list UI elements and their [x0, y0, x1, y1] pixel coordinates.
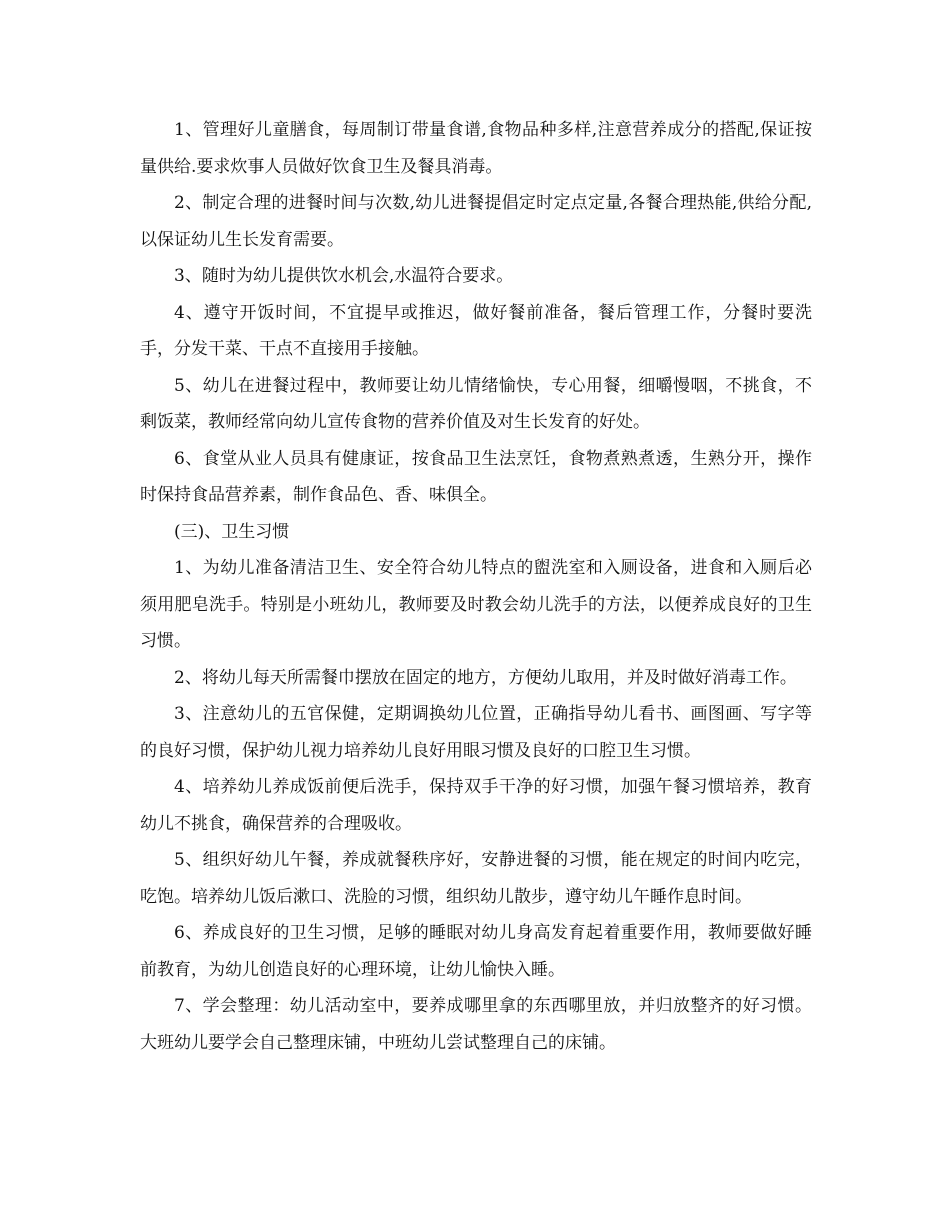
paragraph-hygiene-5: 5、组织好幼儿午餐，养成就餐秩序好，安静进餐的习惯，能在规定的时间内吃完，吃饱。培养幼儿饭后漱口、洗脸的习惯，组织幼儿散步，遵守幼儿午睡作息时间。: [140, 850, 812, 907]
paragraph-meals-1: 1、管理好儿童膳食，每周制订带量食谱,食物品种多样,注意营养成分的搭配,保证按量供给.要求炊事人员做好饮食卫生及餐具消毒。: [140, 120, 812, 177]
section-heading-hygiene: (三)、卫生习惯: [174, 521, 290, 542]
paragraph-hygiene-7: 7、学会整理：幼儿活动室中，要养成哪里拿的东西哪里放，并归放整齐的好习惯。大班幼儿要学会自己整理床铺，中班幼儿尝试整理自己的床铺。: [140, 996, 812, 1053]
paragraph-hygiene-1: 1、为幼儿准备清洁卫生、安全符合幼儿特点的盥洗室和入厕设备，进食和入厕后必须用肥皂洗手。特别是小班幼儿，教师要及时教会幼儿洗手的方法，以便养成良好的卫生习惯。: [140, 558, 812, 651]
paragraph-meals-5: 5、幼儿在进餐过程中，教师要让幼儿情绪愉快，专心用餐，细嚼慢咽，不挑食，不剩饭菜，教师经常向幼儿宣传食物的营养价值及对生长发育的好处。: [140, 375, 812, 432]
paragraph-meals-4: 4、遵守开饭时间，不宜提早或推迟，做好餐前准备，餐后管理工作，分餐时要洗手，分发干菜、干点不直接用手接触。: [140, 302, 812, 359]
paragraph-hygiene-3: 3、注意幼儿的五官保健，定期调换幼儿位置，正确指导幼儿看书、画图画、写字等的良好习惯，保护幼儿视力培养幼儿良好用眼习惯及良好的口腔卫生习惯。: [140, 704, 812, 761]
paragraph-hygiene-2: 2、将幼儿每天所需餐巾摆放在固定的地方，方便幼儿取用，并及时做好消毒工作。: [174, 667, 797, 688]
paragraph-hygiene-4: 4、培养幼儿养成饭前便后洗手，保持双手干净的好习惯，加强午餐习惯培养，教育幼儿不挑食，确保营养的合理吸收。: [140, 777, 812, 834]
paragraph-meals-6: 6、食堂从业人员具有健康证，按食品卫生法烹饪，食物煮熟煮透，生熟分开，操作时保持食品营养素，制作食品色、香、味俱全。: [140, 448, 812, 505]
paragraph-meals-2: 2、制定合理的进餐时间与次数,幼儿进餐提倡定时定点定量,各餐合理热能,供给分配,以保证幼儿生长发育需要。: [140, 193, 812, 250]
document-body: [140, 112, 812, 1061]
paragraph-meals-3: 3、随时为幼儿提供饮水机会,水温符合要求。: [174, 266, 514, 286]
paragraph-hygiene-6: 6、养成良好的卫生习惯，足够的睡眠对幼儿身高发育起着重要作用，教师要做好睡前教育，为幼儿创造良好的心理环境，让幼儿愉快入睡。: [140, 923, 812, 980]
